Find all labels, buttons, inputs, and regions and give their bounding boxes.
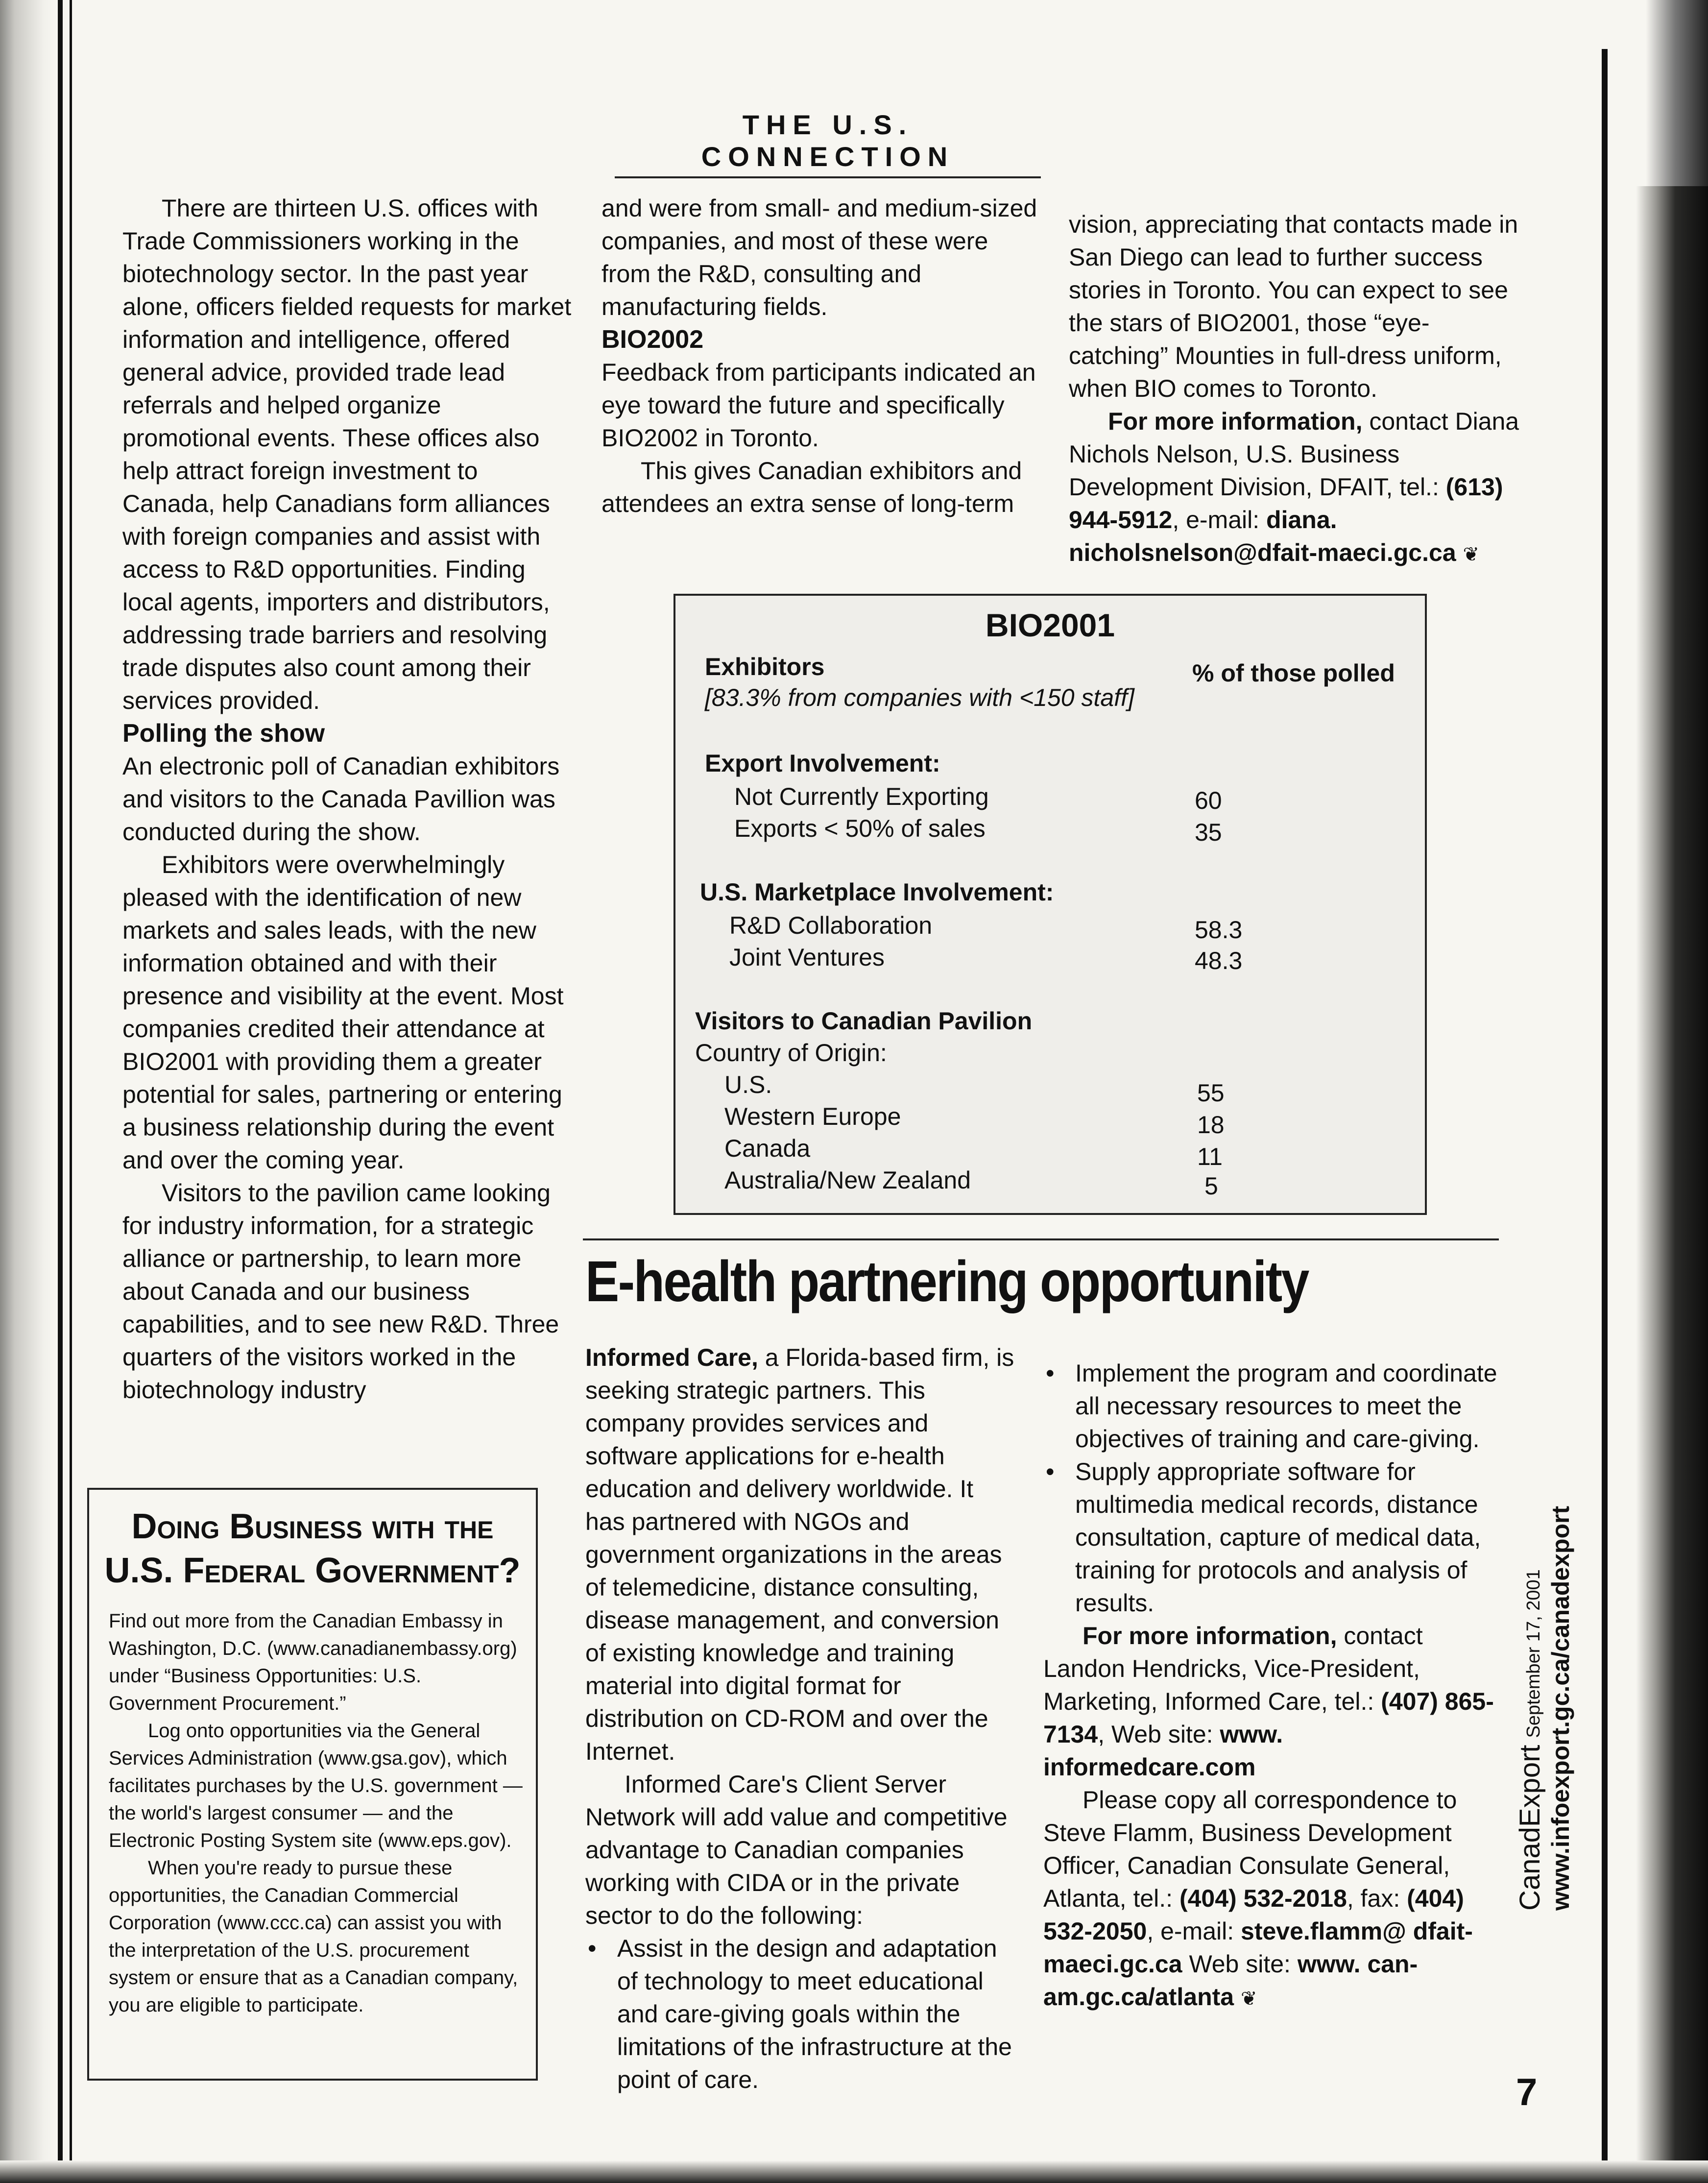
table-title: BIO2001 <box>985 607 1115 643</box>
column-1 <box>122 192 576 1407</box>
ehealth-title: E-health partnering opportunity <box>585 1249 1308 1314</box>
col3-contact <box>1069 405 1519 571</box>
ehealth-more-text: contact Landon Hendricks, Vice-President, Marketing, Informed Care, tel.: <box>1043 1622 1423 1715</box>
section-header: THE U.S. CONNECTION <box>615 109 1041 178</box>
sidebar-paragraph-2: Log onto opportunities via the General Services Administration (www.gsa.gov), which facilitates purchases by the U.S. government — the world's largest consumer — and the Electronic Posting System site (www.eps.gov). <box>109 1720 523 1851</box>
ehealth-column-2 <box>1043 1357 1499 2015</box>
scan-left-line-thin <box>70 0 72 2160</box>
col2-paragraph-2: Feedback from participants indicated an eye toward the future and specifically BIO2002 in Toronto. <box>601 359 1036 452</box>
footer-brand: CanadExport <box>1514 1745 1546 1911</box>
ehealth-tel: (407) 865-7134 <box>1043 1688 1494 1748</box>
ehealth-paragraph-1 <box>585 1341 1019 1768</box>
ehealth-lead: Informed Care, <box>585 1344 758 1371</box>
ehealth-email: steve.flamm@ dfait-maeci.gc.ca <box>1043 1917 1473 1978</box>
us-government-sidebar <box>87 1488 538 2081</box>
footer-url: www.infoexport.gc.ca/canadexport <box>1547 1505 1574 1911</box>
table-export-heading: Export Involvement: <box>705 750 940 777</box>
col2-heading: BIO2002 <box>601 325 704 354</box>
column-2 <box>601 192 1042 520</box>
table-row-value: 35 <box>1195 819 1222 846</box>
sidebar-body <box>109 1607 525 2019</box>
table-row-label: Not Currently Exporting <box>734 783 989 810</box>
ehealth-email-label: , e-mail: <box>1147 1917 1234 1945</box>
scan-left-edge <box>0 0 58 2183</box>
table-row-label: Australia/New Zealand <box>724 1166 971 1194</box>
col3-email-label: , e-mail: <box>1172 506 1260 534</box>
table-row-label: Exports < 50% of sales <box>734 815 986 842</box>
sidebar-title-line-1: Doing Business with the <box>131 1507 494 1546</box>
ehealth-bullet-3: • Supply appropriate software for multimedia medical records, distance consultation, capture of medical data, training for protocols and analysis of results. <box>1043 1455 1499 1620</box>
table-origin-label: Country of Origin: <box>695 1039 887 1067</box>
ehealth-web2: www. can-am.gc.ca/atlanta <box>1043 1950 1418 2011</box>
col3-more-label: For more information, <box>1108 408 1363 435</box>
sidebar-paragraph-3: When you're ready to pursue these opportunities, the Canadian Commercial Corporation (www.ccc.ca) can assist you with the interpretation of the U.S. procurement system or ensure that as a Canadian company, you are eligible to participate. <box>109 1857 518 2016</box>
maple-leaf-icon: ❦ <box>1240 1988 1257 2010</box>
ehealth-column-1 <box>585 1341 1019 2096</box>
ehealth-bullet-1: • Assist in the design and adaptation of technology to meet educational and care-giving goals within the limitations of the infrastructure at the point of care. <box>585 1932 1019 2096</box>
col1-paragraph-4: Visitors to the pavilion came looking for industry information, for a strategic alliance or partnership, to learn more about Canada and our business capabilities, and to see new R&D. Three quarters of the visitors worked in the biotechnology industry <box>122 1179 559 1404</box>
table-row-label: Western Europe <box>724 1103 901 1130</box>
scan-bottom-edge <box>0 2160 1708 2183</box>
ehealth-fax-label: , fax: <box>1347 1885 1400 1912</box>
ehealth-copy-text: Please copy all correspondence to Steve Flamm, Business Development Officer, Canadian Consulate General, Atlanta, tel.: <box>1043 1786 1457 1912</box>
scan-right-line <box>1592 49 1636 2165</box>
table-row-value: 55 <box>1197 1079 1225 1107</box>
col3-paragraph-1: vision, appreciating that contacts made in San Diego can lead to further success stories in Toronto. You can expect to see the stars of BIO2001, those “eye-catching” Mounties in full-dress uniform, when BIO comes to Toronto. <box>1069 211 1518 402</box>
table-visitors-heading: Visitors to Canadian Pavilion <box>695 1007 1033 1035</box>
page-number: 7 <box>1516 2070 1538 2113</box>
sidebar-title-line-2: U.S. Federal Government? <box>104 1551 521 1590</box>
scan-left-line <box>58 0 63 2160</box>
table-row-value: 58.3 <box>1195 916 1243 944</box>
ehealth-copy-tel: (404) 532-2018 <box>1179 1885 1347 1912</box>
table-exhibitors-note: [83.3% from companies with <150 staff] <box>705 684 1134 711</box>
table-row-value: 18 <box>1197 1111 1225 1139</box>
table-row-value: 5 <box>1204 1172 1218 1200</box>
col2-paragraph-1: and were from small- and medium-sized companies, and most of these were from the R&D, consulting and manufacturing fields. <box>601 194 1037 320</box>
ehealth-fax: (404) 532-2050 <box>1043 1885 1464 1945</box>
maple-leaf-icon: ❦ <box>1463 544 1480 565</box>
sidebar-title <box>89 1504 536 1593</box>
col1-heading: Polling the show <box>122 719 325 748</box>
ehealth-bullet-2: • Implement the program and coordinate all necessary resources to meet the objectives of training and care-giving. <box>1043 1357 1499 1455</box>
table-us-heading: U.S. Marketplace Involvement: <box>700 878 1054 906</box>
table-row-label: U.S. <box>724 1071 772 1098</box>
scan-right-edge <box>1636 186 1708 2183</box>
column-3 <box>1069 208 1519 571</box>
col3-more-text: contact Diana Nichols Nelson, U.S. Business Development Division, DFAIT, tel.: <box>1069 408 1519 501</box>
table-col-header: % of those polled <box>1192 659 1395 687</box>
table-exhibitors: Exhibitors <box>705 653 825 680</box>
col1-paragraph-2: An electronic poll of Canadian exhibitors and visitors to the Canada Pavillion was conducted during the show. <box>122 752 560 846</box>
sidebar-paragraph-1: Find out more from the Canadian Embassy in Washington, D.C. (www.canadianembassy.org) under “Business Opportunities: U.S. Government Procurement.” <box>109 1610 517 1714</box>
section-rule <box>583 1238 1499 1240</box>
col3-email: diana. nicholsnelson@dfait-maeci.gc.ca <box>1069 506 1456 566</box>
ehealth-paragraph-2: Informed Care's Client Server Network will add value and competitive advantage to Canadian companies working with CIDA or in the private sector to do the following: <box>585 1771 1008 1929</box>
scan-right-edge-top <box>1646 0 1708 186</box>
ehealth-p1-text: a Florida-based firm, is seeking strategic partners. This company provides services and software applications for e-health education and delivery worldwide. It has partnered with NGOs and government organizations in the areas of telemedicine, distance consulting, disease management, and conversion of existing knowledge and training material into digital format for distribution on CD-ROM and over the Internet. <box>585 1344 1014 1765</box>
footer-date: September 17, 2001 <box>1523 1569 1544 1738</box>
table-row-value: 11 <box>1197 1143 1223 1170</box>
ehealth-copy <box>1043 1784 1499 2015</box>
ehealth-web-label: , Web site: <box>1098 1721 1213 1748</box>
col3-tel: (613) 944-5912 <box>1069 473 1503 534</box>
col2-paragraph-3: This gives Canadian exhibitors and attendees an extra sense of long-term <box>601 457 1022 517</box>
ehealth-web2-label: Web site: <box>1189 1950 1291 1978</box>
table-row-label: Canada <box>724 1135 811 1162</box>
table-row-value: 48.3 <box>1195 947 1243 974</box>
footer-vertical <box>1514 1505 1575 1911</box>
table-row-label: R&D Collaboration <box>729 912 933 939</box>
col1-paragraph-3: Exhibitors were overwhelmingly pleased with the identification of new markets and sales leads, with the new information obtained and with their presence and visibility at the event. Most companies credited their attendance at BIO2001 with providing them a greater potential for sales, partnering or entering a business relationship during the event and over the coming year. <box>122 851 564 1174</box>
col1-paragraph-1: There are thirteen U.S. offices with Trade Commissioners working in the biotechnology sector. In the past year alone, officers fielded requests for market information and intelligence, offered general advice, provided trade lead referrals and helped organize promotional events. These offices also help attract foreign investment to Canada, help Canadians form alliances with foreign companies and assist with access to R&D opportunities. Finding local agents, importers and distributors, addressing trade barriers and resolving trade disputes also count among their services provided. <box>122 194 572 714</box>
ehealth-more-label: For more information, <box>1083 1622 1337 1649</box>
table-row-label: Joint Ventures <box>729 944 885 971</box>
ehealth-web: www. informedcare.com <box>1043 1721 1283 1781</box>
ehealth-contact <box>1043 1620 1499 1784</box>
table-row-value: 60 <box>1195 787 1222 814</box>
bio2001-table <box>674 594 1427 1215</box>
